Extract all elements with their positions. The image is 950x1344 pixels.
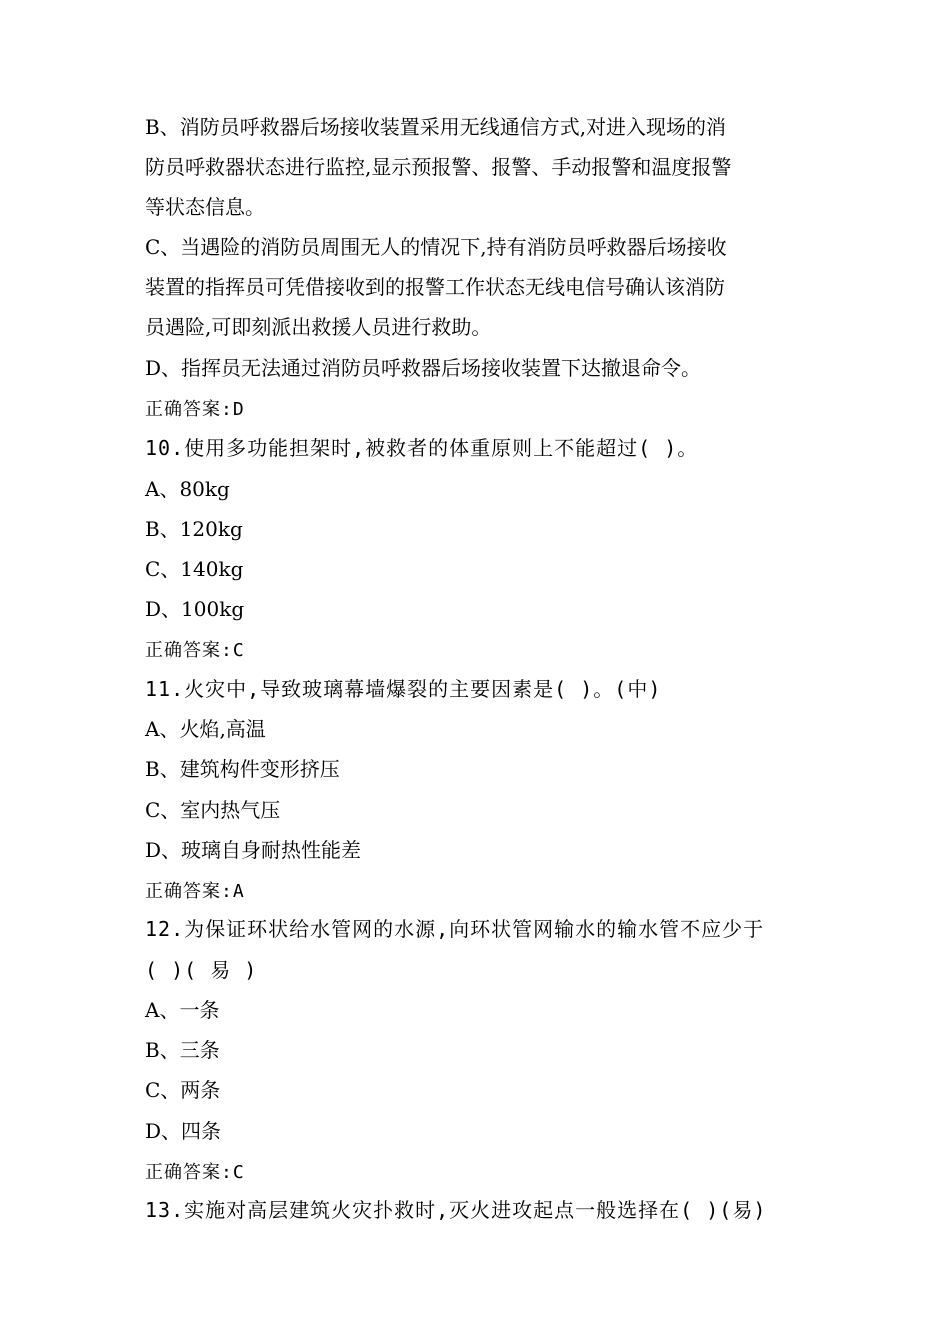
q11-option-d: D、玻璃自身耐热性能差 (145, 838, 362, 862)
option-b-line-3: 等状态信息。 (145, 195, 265, 219)
q11-option-b: B、建筑构件变形挤压 (145, 757, 340, 781)
answer-9: 正确答案:D (145, 399, 245, 420)
q10-option-b: B、120kg (145, 517, 243, 541)
option-d: D、指挥员无法通过消防员呼救器后场接收装置下达撤退命令。 (145, 356, 702, 380)
question-11: 11.火灾中,导致玻璃幕墙爆裂的主要因素是( )。(中) (145, 677, 662, 701)
option-c-line-1: C、当遇险的消防员周围无人的情况下,持有消防员呼救器后场接收 (145, 235, 727, 259)
q11-option-c: C、室内热气压 (145, 798, 281, 822)
q10-option-a: A、80kg (145, 477, 230, 501)
q12-option-d: D、四条 (145, 1119, 222, 1143)
question-12-line-1: 12.为保证环状给水管网的水源,向环状管网输水的输水管不应少于 (145, 917, 765, 941)
q12-option-b: B、三条 (145, 1038, 220, 1062)
q11-option-a: A、火焰,高温 (145, 717, 266, 741)
answer-10: 正确答案:C (145, 640, 245, 661)
answer-12: 正确答案:C (145, 1162, 245, 1183)
option-c-line-3: 员遇险,可即刻派出救援人员进行救助。 (145, 315, 492, 339)
question-12-line-2: ( )( 易 ) (145, 958, 258, 982)
option-b-line-2: 防员呼救器状态进行监控,显示预报警、报警、手动报警和温度报警 (145, 155, 732, 179)
option-b-line-1: B、消防员呼救器后场接收装置采用无线通信方式,对进入现场的消 (145, 115, 727, 139)
answer-11: 正确答案:A (145, 881, 245, 902)
q12-option-c: C、两条 (145, 1078, 221, 1102)
q10-option-d: D、100kg (145, 597, 245, 621)
question-13: 13.实施对高层建筑火灾扑救时,灭火进攻起点一般选择在( )(易) (145, 1198, 767, 1222)
q10-option-c: C、140kg (145, 557, 244, 581)
option-c-line-2: 装置的指挥员可凭借接收到的报警工作状态无线电信号确认该消防 (145, 275, 725, 299)
q12-option-a: A、一条 (145, 998, 220, 1022)
question-10: 10.使用多功能担架时,被救者的体重原则上不能超过( )。 (145, 436, 699, 460)
